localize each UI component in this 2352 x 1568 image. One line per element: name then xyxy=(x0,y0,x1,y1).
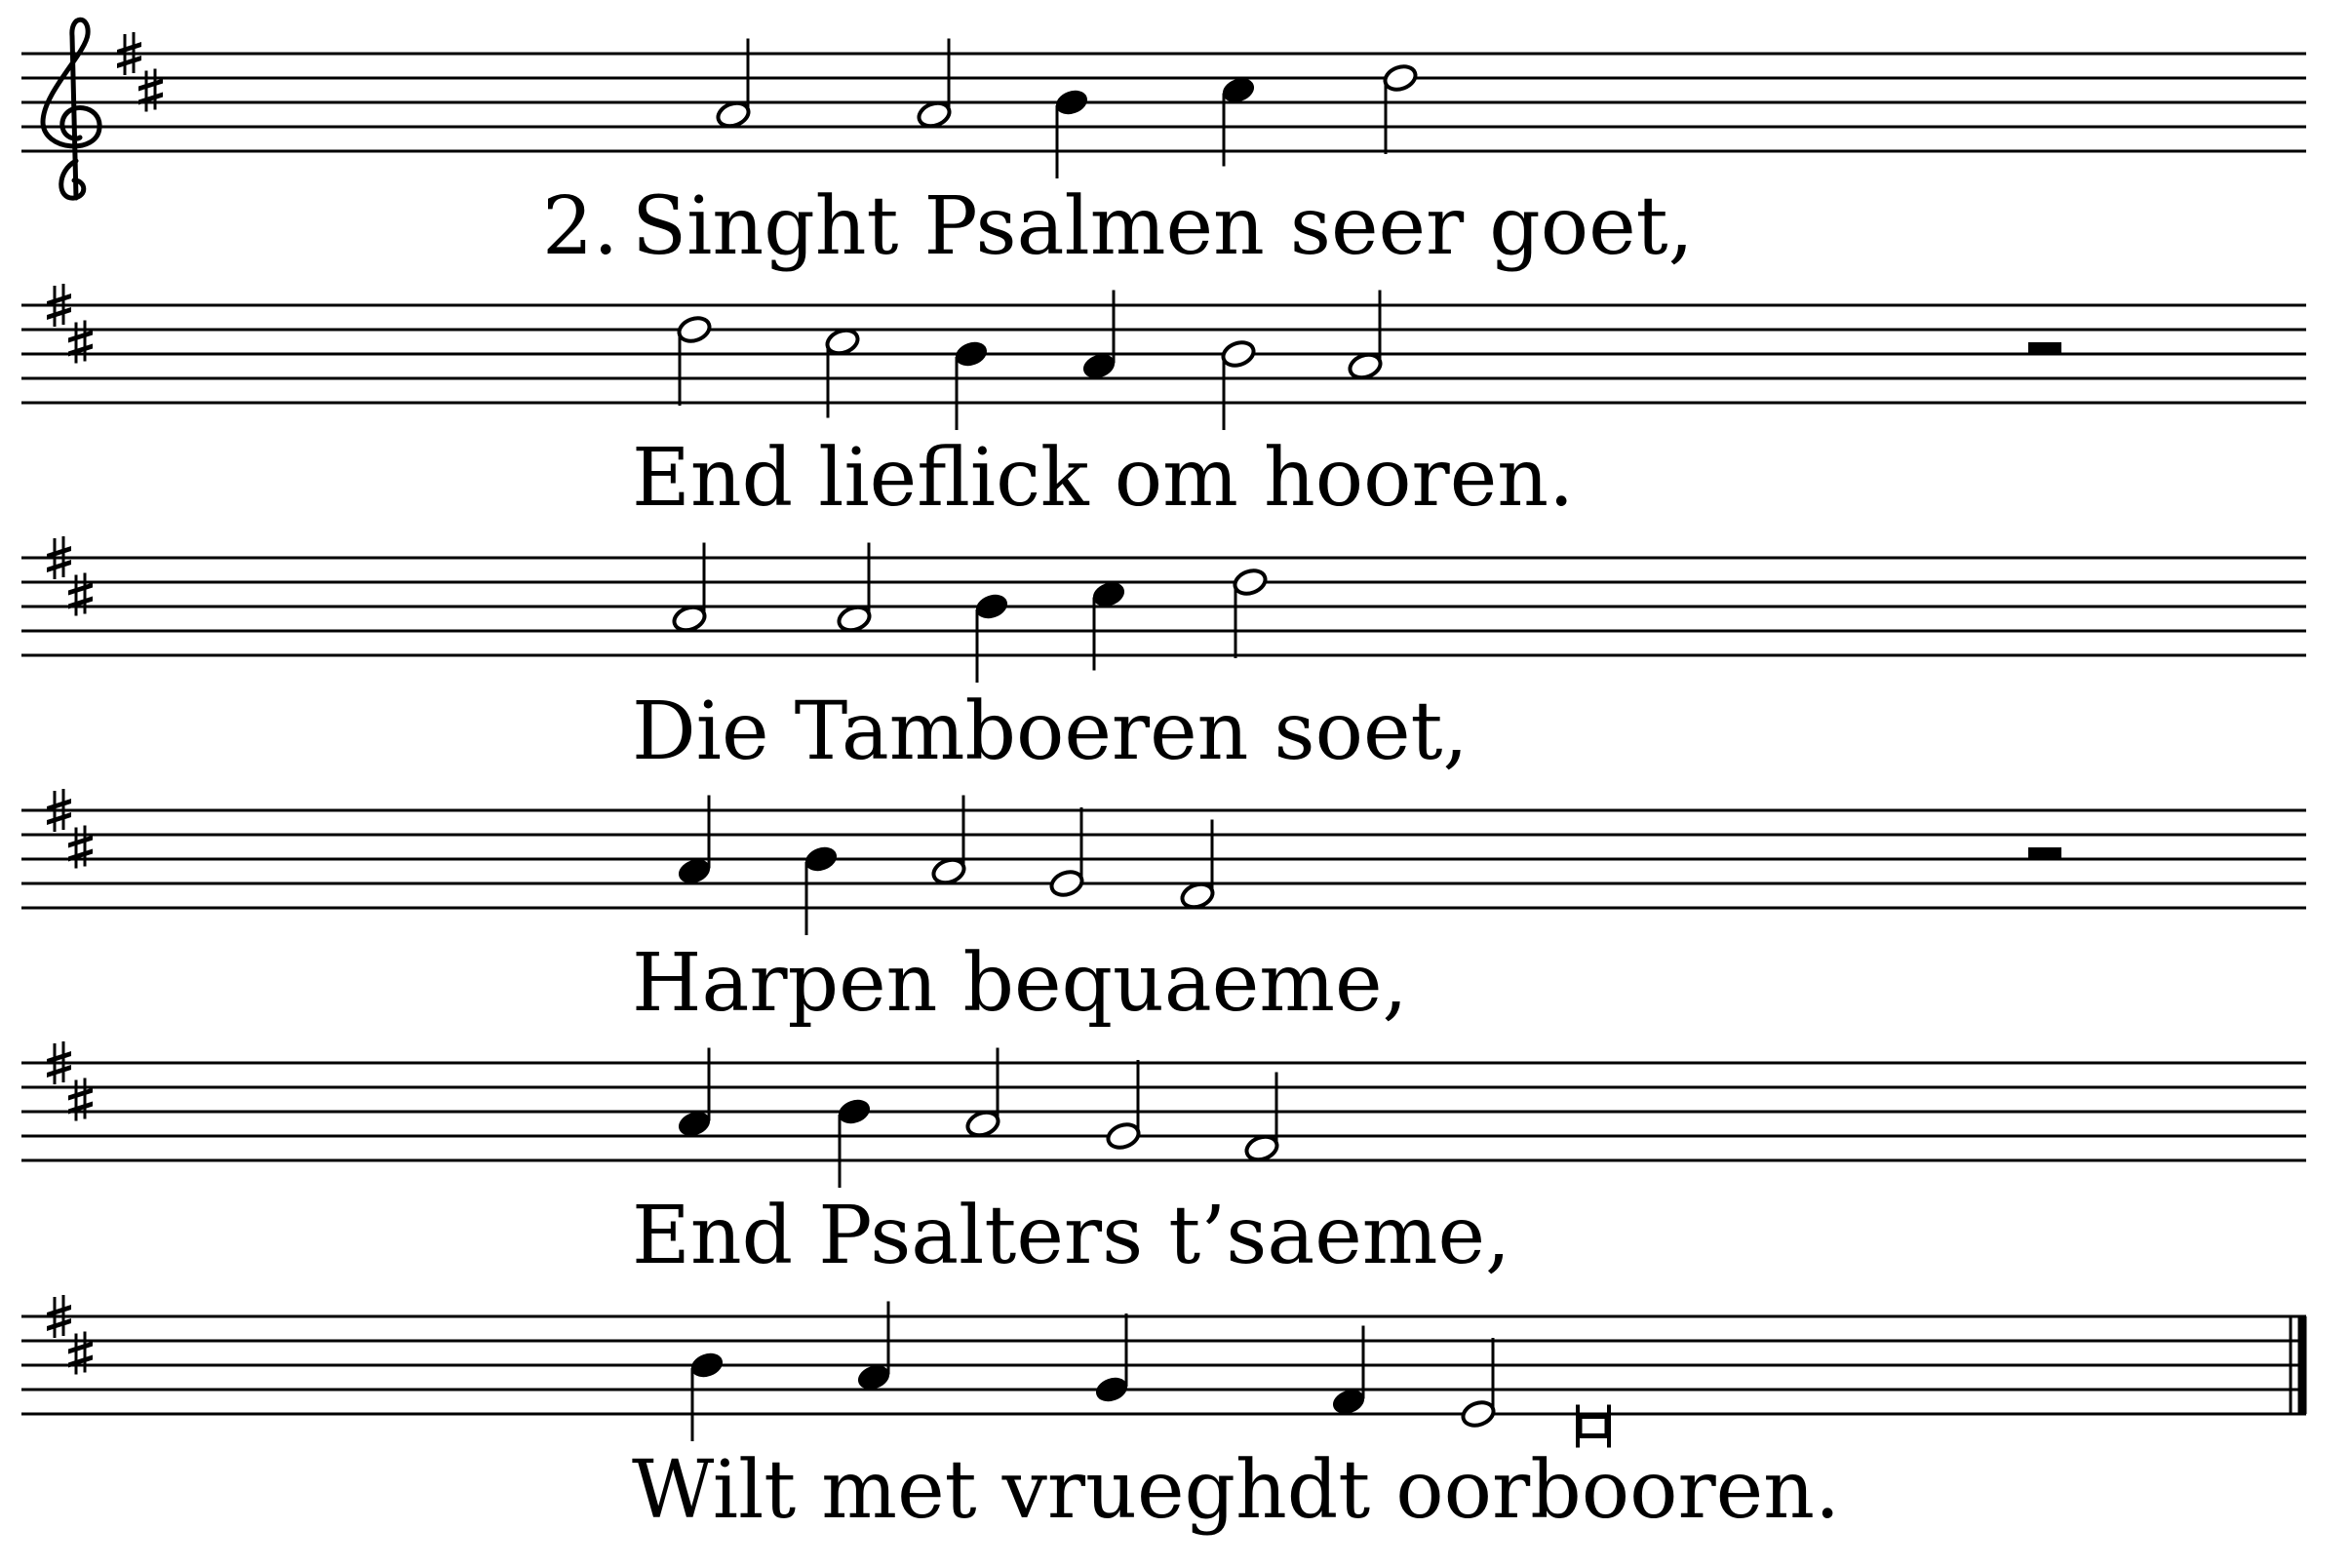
half-note xyxy=(676,314,713,345)
quarter-note xyxy=(1093,1374,1130,1405)
breve-note xyxy=(1580,1417,1607,1436)
lyric-line-2: End lieflick om hooren. xyxy=(632,432,1575,525)
sharp-icon xyxy=(138,69,163,112)
lyric-line-4: Harpen bequaeme, xyxy=(632,937,1408,1030)
treble-clef-icon xyxy=(43,20,99,198)
half-note xyxy=(1105,1120,1142,1152)
quarter-note xyxy=(1053,87,1090,118)
lyric-line-6: Wilt met vrueghdt oorbooren. xyxy=(632,1444,1841,1537)
half-note xyxy=(1232,567,1269,598)
sharp-icon xyxy=(68,321,93,364)
quarter-note xyxy=(973,591,1010,622)
half-note xyxy=(1382,62,1419,94)
quarter-note xyxy=(688,1350,725,1381)
half-rest xyxy=(2028,847,2061,859)
sharp-icon xyxy=(68,1078,93,1121)
half-note xyxy=(1460,1398,1497,1430)
quarter-note xyxy=(803,843,840,875)
quarter-note xyxy=(836,1096,873,1127)
verse-number: 2. xyxy=(542,180,619,273)
sharp-icon xyxy=(68,573,93,616)
half-rest xyxy=(2028,342,2061,354)
quarter-note xyxy=(953,338,990,370)
lyric-line-5: End Psalters t’saeme, xyxy=(632,1190,1511,1282)
lyric-line-1: Singht Psalmen seer goet, xyxy=(632,180,1694,273)
sharp-icon xyxy=(68,826,93,869)
half-note xyxy=(1220,338,1257,370)
half-note xyxy=(1048,868,1085,899)
sharp-icon xyxy=(68,1332,93,1375)
lyric-line-3: Die Tamboeren soet, xyxy=(632,686,1469,778)
